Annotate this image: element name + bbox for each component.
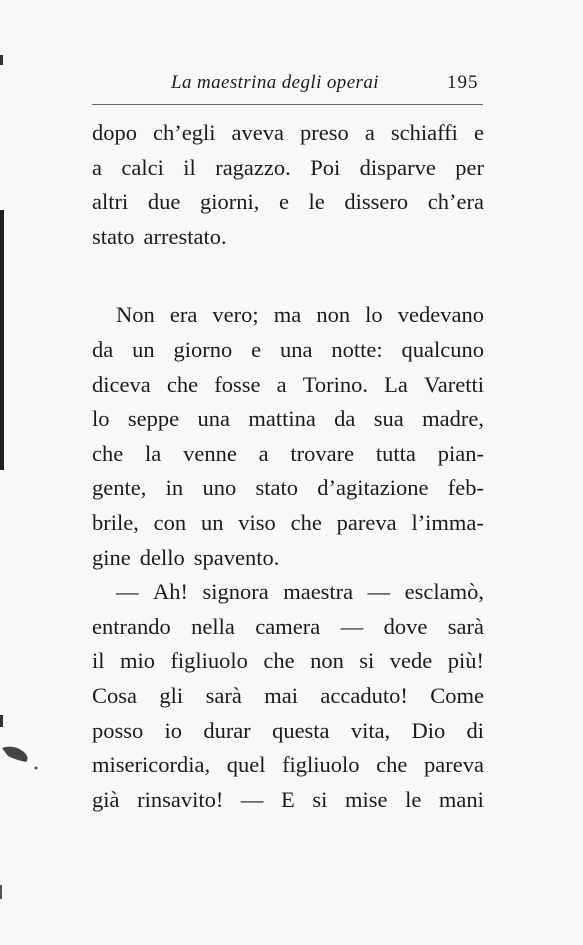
word: Non	[116, 302, 155, 328]
word: sarà	[205, 682, 242, 708]
word: vedevano	[397, 302, 484, 328]
word: si	[312, 786, 328, 812]
body-text	[92, 116, 484, 817]
word: camera	[255, 613, 321, 639]
paragraph	[92, 116, 484, 254]
running-title: La maestrina degli operai	[171, 72, 379, 93]
word: trovare	[290, 440, 355, 466]
text-line	[92, 298, 484, 333]
word: sarà	[447, 613, 484, 639]
word: posso	[92, 717, 144, 743]
word: d’agitazione	[317, 475, 429, 501]
word: disparve	[359, 154, 436, 180]
text-line	[92, 575, 484, 610]
word: venne	[183, 440, 237, 466]
word: —	[340, 613, 364, 639]
word: a	[258, 440, 269, 466]
word: gli	[159, 682, 184, 708]
word: pian-	[437, 440, 484, 466]
word: La	[384, 371, 408, 397]
word: dove	[383, 613, 428, 639]
word: a	[92, 154, 102, 180]
word: Torino.	[302, 371, 368, 397]
word: a	[364, 120, 375, 145]
word: esclamò,	[404, 579, 484, 605]
word: sua	[373, 406, 404, 432]
word: aveva	[231, 120, 284, 145]
word: viso	[238, 509, 276, 535]
word: per	[455, 154, 484, 180]
word: una	[280, 336, 313, 362]
word: mai	[264, 682, 298, 708]
text-line	[92, 610, 484, 645]
word: l’imma-	[411, 509, 484, 535]
word: vero;	[212, 302, 259, 328]
word: fosse	[214, 371, 261, 397]
text-line	[92, 783, 484, 818]
word: mattina	[248, 406, 316, 432]
word: in	[165, 475, 184, 501]
word: vede	[389, 648, 433, 674]
word: —	[367, 579, 391, 605]
word: gine	[92, 544, 131, 570]
word: ch’egli	[153, 120, 216, 145]
word: era	[169, 302, 198, 328]
text-line	[92, 679, 484, 714]
word: spavento.	[193, 544, 280, 570]
word: dissero	[344, 189, 409, 215]
word: arrestato.	[143, 223, 227, 249]
word: altri	[92, 189, 129, 215]
word: Varetti	[423, 371, 484, 397]
word: non	[310, 648, 344, 674]
word: rinsavito!	[137, 786, 224, 812]
word: madre,	[422, 406, 484, 432]
word: schiaffi	[390, 120, 458, 145]
header-rule	[92, 104, 483, 105]
text-line	[92, 437, 484, 472]
word: Dio	[411, 717, 446, 743]
word: e	[278, 189, 289, 215]
word: misericordia,	[92, 752, 211, 778]
word: il	[92, 648, 105, 674]
text-line	[92, 402, 484, 437]
word: Cosa	[92, 682, 137, 708]
word: qualcuno	[401, 336, 484, 362]
word: che	[166, 371, 199, 397]
word: da	[334, 406, 356, 432]
text-line	[92, 541, 484, 576]
word: e	[251, 336, 262, 362]
word: quel	[226, 752, 266, 778]
word: da	[92, 336, 114, 362]
word: una	[197, 406, 230, 432]
word: tutta	[375, 440, 416, 466]
word: Come	[430, 682, 484, 708]
page-number: 195	[447, 72, 479, 93]
word: —	[240, 786, 264, 812]
text-line	[92, 220, 484, 255]
text-line	[92, 471, 484, 506]
word: giorni,	[199, 189, 260, 215]
word: brile,	[92, 509, 139, 535]
word: ma	[273, 302, 302, 328]
word: si	[359, 648, 375, 674]
word: più!	[447, 648, 484, 674]
word: a	[276, 371, 287, 397]
text-line	[92, 714, 484, 749]
scan-edge-marks	[0, 0, 40, 945]
paragraph	[92, 575, 484, 817]
word: —	[116, 579, 139, 605]
word: le	[405, 786, 422, 812]
word: preso	[300, 120, 349, 145]
word: che	[263, 648, 295, 674]
word: durar	[203, 717, 251, 743]
word: che	[290, 509, 322, 535]
word: già	[92, 786, 120, 812]
text-line	[92, 748, 484, 783]
word: un	[200, 509, 224, 535]
word: giorno	[173, 336, 233, 362]
word: maestra	[283, 579, 354, 605]
word: vita,	[350, 717, 391, 743]
word: mise	[344, 786, 388, 812]
word: accaduto!	[320, 682, 408, 708]
word: dello	[139, 544, 185, 570]
word: con	[153, 509, 187, 535]
text-line	[92, 333, 484, 368]
word: un	[132, 336, 155, 362]
word: Poi	[310, 154, 341, 180]
word: stato	[255, 475, 298, 501]
paragraph	[92, 298, 484, 575]
word: uno	[202, 475, 237, 501]
word: e	[473, 120, 484, 145]
word: diceva	[92, 371, 151, 397]
word: lo	[365, 302, 383, 328]
word: entrando	[92, 613, 171, 639]
word: feb-	[447, 475, 484, 501]
word: Ah!	[152, 579, 188, 605]
running-head	[0, 68, 583, 108]
word: due	[147, 189, 181, 215]
word: dopo	[92, 120, 137, 145]
word: ragazzo.	[215, 154, 291, 180]
word: figliuolo	[170, 648, 248, 674]
text-line	[92, 506, 484, 541]
word: calci	[121, 154, 164, 180]
paragraph-gap	[92, 254, 484, 298]
word: pareva	[424, 752, 484, 778]
word: stato	[92, 223, 135, 249]
word: la	[145, 440, 162, 466]
word: seppe	[127, 406, 180, 432]
word: che	[92, 440, 124, 466]
text-line	[92, 116, 484, 151]
text-line	[92, 185, 484, 220]
word: che	[376, 752, 408, 778]
word: le	[308, 189, 325, 215]
word: io	[164, 717, 183, 743]
word: signora	[202, 579, 269, 605]
word: non	[316, 302, 351, 328]
word: il	[183, 154, 196, 180]
word: notte:	[331, 336, 383, 362]
text-line	[92, 644, 484, 679]
word: mani	[438, 786, 484, 812]
word: E	[281, 786, 295, 812]
word: mio	[119, 648, 155, 674]
word: figliuolo	[282, 752, 360, 778]
word: questa	[272, 717, 330, 743]
word: lo	[92, 406, 110, 432]
word: gente,	[92, 475, 147, 501]
word: ch’era	[427, 189, 484, 215]
text-line	[92, 151, 484, 186]
word: pareva	[336, 509, 397, 535]
text-line	[92, 368, 484, 403]
word: nella	[191, 613, 235, 639]
word: di	[466, 717, 484, 743]
